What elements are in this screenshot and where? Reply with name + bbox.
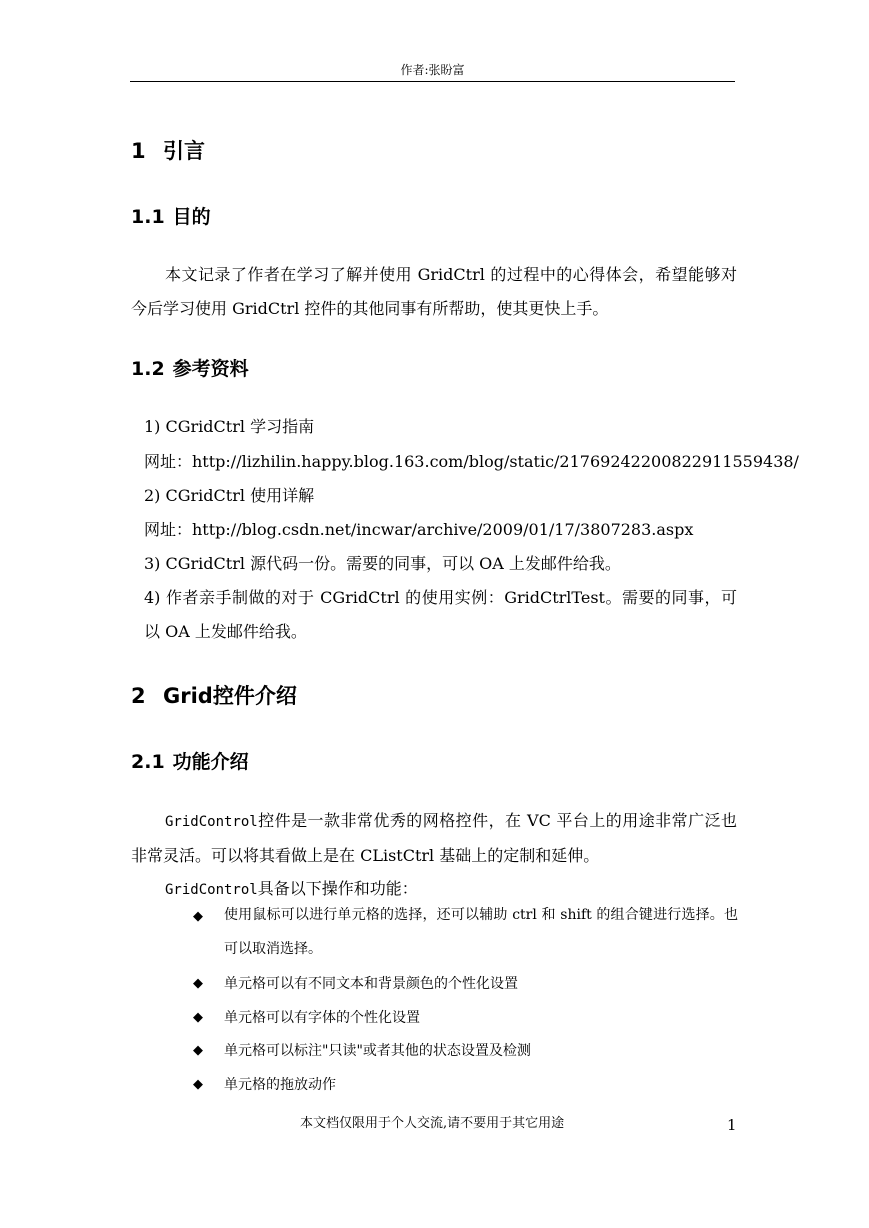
heading-title: 参考资料	[172, 358, 249, 380]
heading-number: 2.1	[131, 751, 165, 773]
reference-item: 4) 作者亲手制做的对于 CGridCtrl 的使用实例：GridCtrlTest。需要的同事，可以 OA 上发邮件给我。	[144, 588, 737, 641]
diamond-bullet-icon: ◆	[193, 976, 203, 991]
diamond-bullet-icon: ◆	[193, 1043, 203, 1058]
page-footer: 本文档仅限用于个人交流,请不要用于其它用途	[300, 1116, 565, 1131]
heading-title: Grid控件介绍	[163, 684, 297, 708]
feature-item: 单元格可以有不同文本和背景颜色的个性化设置	[224, 976, 518, 992]
code-term: GridControl	[165, 814, 258, 830]
heading-number: 2	[131, 684, 146, 708]
feature-item: 单元格可以有字体的个性化设置	[224, 1010, 420, 1026]
heading-title: 引言	[163, 139, 205, 163]
feature-item: 单元格的拖放动作	[224, 1077, 336, 1093]
paragraph-text: 控件是一款非常优秀的网格控件，在 VC 平台上的用途非常广泛也非常灵活。可以将其看做上是在 CListCtrl 基础上的定制和延伸。	[131, 811, 737, 865]
paragraph-text: 具备以下操作和功能：	[257, 879, 418, 898]
reference-url: 网址：http://blog.csdn.net/incwar/archive/2009/01/17/3807283.aspx	[144, 520, 694, 539]
heading-section-1	[131, 138, 205, 164]
page-header: 作者:张盼富	[400, 63, 465, 77]
intro-paragraph	[131, 804, 737, 873]
reference-item: 3) CGridCtrl 源代码一份。需要的同事，可以 OA 上发邮件给我。	[144, 554, 621, 573]
feature-item: 单元格可以标注"只读"或者其他的状态设置及检测	[224, 1043, 531, 1059]
reference-item: 1) CGridCtrl 学习指南	[144, 417, 315, 436]
diamond-bullet-icon: ◆	[193, 1010, 203, 1025]
heading-section-1-2	[131, 357, 249, 381]
heading-number: 1.2	[131, 358, 165, 380]
diamond-bullet-icon: ◆	[193, 909, 203, 924]
reference-item: 2) CGridCtrl 使用详解	[144, 486, 315, 505]
page-number: 1	[727, 1116, 737, 1134]
diamond-bullet-icon: ◆	[193, 1077, 203, 1092]
heading-section-2	[131, 683, 297, 709]
heading-number: 1	[131, 139, 146, 163]
reference-url: 网址：http://lizhilin.happy.blog.163.com/blog/static/2176924220082291155943​8/	[144, 452, 799, 471]
feature-item: 使用鼠标可以进行单元格的选择，还可以辅助 ctrl 和 shift 的组合键进行选择。也可以取消选择。	[224, 907, 738, 957]
code-term: GridControl	[165, 882, 258, 898]
heading-section-1-1	[131, 205, 211, 229]
heading-number: 1.1	[131, 206, 165, 228]
heading-title: 功能介绍	[172, 751, 249, 773]
header-rule	[130, 81, 735, 82]
heading-title: 目的	[172, 206, 211, 228]
heading-section-2-1	[131, 750, 249, 774]
purpose-paragraph: 本文记录了作者在学习了解并使用 GridCtrl 的过程中的心得体会，希望能够对今后学习使用 GridCtrl 控件的其他同事有所帮助，使其更快上手。	[131, 265, 737, 318]
